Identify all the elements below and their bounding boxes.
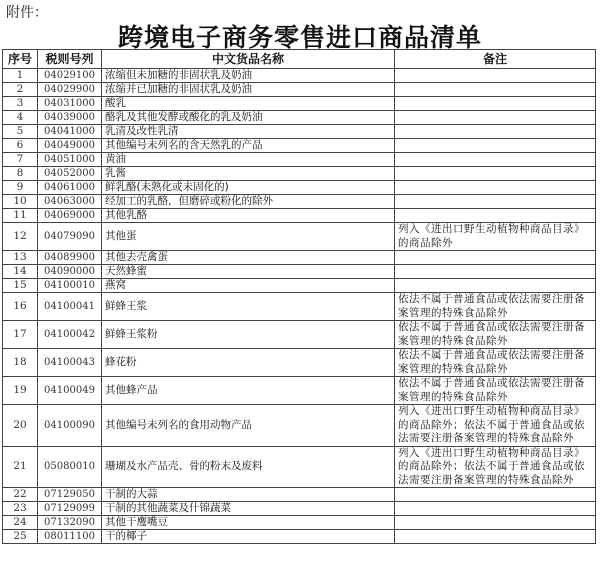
table-row: [3, 83, 596, 97]
row-goods-name: 其他编号未列名的食用动物产品: [102, 405, 395, 447]
table-row: [3, 516, 596, 530]
table-row: [3, 139, 596, 153]
row-remark: [395, 153, 596, 167]
row-remark: [395, 502, 596, 516]
row-index: 15: [3, 279, 38, 293]
row-index: 3: [3, 97, 38, 111]
table-row: [3, 265, 596, 279]
row-index: 5: [3, 125, 38, 139]
row-goods-name: 其他去壳禽蛋: [102, 251, 395, 265]
row-remark: [395, 279, 596, 293]
row-goods-name: 天然蜂蜜: [102, 265, 395, 279]
row-tariff-code: 04100049: [38, 377, 102, 405]
row-goods-name: 其他乳酪: [102, 209, 395, 223]
row-tariff-code: 04031000: [38, 97, 102, 111]
row-tariff-code: 04100090: [38, 405, 102, 447]
column-header-index: 序号: [3, 50, 38, 69]
row-index: 22: [3, 488, 38, 502]
row-index: 2: [3, 83, 38, 97]
row-goods-name: 鲜乳酪(未熟化或未固化的): [102, 181, 395, 195]
row-remark: [395, 209, 596, 223]
row-index: 19: [3, 377, 38, 405]
row-remark: [395, 265, 596, 279]
table-row: [3, 251, 596, 265]
row-remark: [395, 530, 596, 544]
row-remark: [395, 111, 596, 125]
table-row: [3, 488, 596, 502]
row-tariff-code: 04052000: [38, 167, 102, 181]
row-tariff-code: 04069000: [38, 209, 102, 223]
row-tariff-code: 04090000: [38, 265, 102, 279]
row-tariff-code: 04079090: [38, 223, 102, 251]
row-goods-name: 浓缩但未加糖的非固状乳及奶油: [102, 69, 395, 83]
row-goods-name: 经加工的乳酪，但磨碎或粉化的除外: [102, 195, 395, 209]
table-row: [3, 111, 596, 125]
row-goods-name: 其他蛋: [102, 223, 395, 251]
table-row: [3, 377, 596, 405]
row-remark: [395, 181, 596, 195]
column-header-tariff-code: 税则号列: [38, 50, 102, 69]
row-index: 4: [3, 111, 38, 125]
row-tariff-code: 04039000: [38, 111, 102, 125]
row-goods-name: 珊瑚及水产品壳、骨的粉末及废料: [102, 446, 395, 488]
table-row: [3, 97, 596, 111]
row-goods-name: 鲜蜂王浆粉: [102, 321, 395, 349]
row-index: 24: [3, 516, 38, 530]
row-tariff-code: 04029100: [38, 69, 102, 83]
row-index: 8: [3, 167, 38, 181]
row-goods-name: 乳酱: [102, 167, 395, 181]
row-goods-name: 其他蜂产品: [102, 377, 395, 405]
row-index: 12: [3, 223, 38, 251]
row-remark: [395, 139, 596, 153]
table-row: [3, 446, 596, 488]
row-index: 23: [3, 502, 38, 516]
row-remark: [395, 125, 596, 139]
table-row: [3, 293, 596, 321]
table-row: [3, 405, 596, 447]
table-header-row: [3, 50, 596, 69]
row-tariff-code: 04051000: [38, 153, 102, 167]
table-row: [3, 195, 596, 209]
row-index: 13: [3, 251, 38, 265]
row-remark: 依法不属于普通食品或依法需要注册备案管理的特殊食品除外: [395, 349, 596, 377]
row-goods-name: 黄油: [102, 153, 395, 167]
row-goods-name: 干的椰子: [102, 530, 395, 544]
row-remark: 依法不属于普通食品或依法需要注册备案管理的特殊食品除外: [395, 321, 596, 349]
row-index: 16: [3, 293, 38, 321]
row-index: 21: [3, 446, 38, 488]
column-header-remarks: 备注: [395, 50, 596, 69]
row-tariff-code: 04100043: [38, 349, 102, 377]
row-remark: [395, 83, 596, 97]
row-remark: 依法不属于普通食品或依法需要注册备案管理的特殊食品除外: [395, 293, 596, 321]
table-row: [3, 321, 596, 349]
row-tariff-code: 04029900: [38, 83, 102, 97]
table-row: [3, 502, 596, 516]
table-row: [3, 279, 596, 293]
row-tariff-code: 04041000: [38, 125, 102, 139]
row-remark: 列入《进出口野生动植物种商品目录》的商品除外；依法不属于普通食品或依法需要注册备案管理的特殊食品除外: [395, 446, 596, 488]
row-goods-name: 蜂花粉: [102, 349, 395, 377]
row-index: 7: [3, 153, 38, 167]
row-index: 10: [3, 195, 38, 209]
goods-list-table: [2, 49, 596, 544]
row-goods-name: 燕窝: [102, 279, 395, 293]
table-row: [3, 125, 596, 139]
row-index: 17: [3, 321, 38, 349]
table-row: [3, 209, 596, 223]
row-remark: [395, 488, 596, 502]
row-goods-name: 浓缩并已加糖的非固状乳及奶油: [102, 83, 395, 97]
attachment-label: 附件：: [6, 5, 48, 21]
row-remark: 依法不属于普通食品或依法需要注册备案管理的特殊食品除外: [395, 377, 596, 405]
row-goods-name: 干制的大蒜: [102, 488, 395, 502]
document-title: 跨境电子商务零售进口商品清单: [117, 23, 482, 52]
row-index: 1: [3, 69, 38, 83]
row-tariff-code: 07129050: [38, 488, 102, 502]
row-index: 25: [3, 530, 38, 544]
row-remark: [395, 69, 596, 83]
table-row: [3, 349, 596, 377]
row-index: 6: [3, 139, 38, 153]
row-goods-name: 其他编号未列名的含天然乳的产品: [102, 139, 395, 153]
row-index: 11: [3, 209, 38, 223]
table-row: [3, 167, 596, 181]
row-index: 18: [3, 349, 38, 377]
row-tariff-code: 08011100: [38, 530, 102, 544]
row-remark: [395, 167, 596, 181]
row-remark: 列入《进出口野生动植物种商品目录》的商品除外；依法不属于普通食品或依法需要注册备案管理的特殊食品除外: [395, 405, 596, 447]
row-goods-name: 酪乳及其他发酵或酸化的乳及奶油: [102, 111, 395, 125]
row-tariff-code: 04089900: [38, 251, 102, 265]
row-tariff-code: 04100041: [38, 293, 102, 321]
row-remark: [395, 195, 596, 209]
row-tariff-code: 04063000: [38, 195, 102, 209]
row-remark: 列入《进出口野生动植物种商品目录》的商品除外: [395, 223, 596, 251]
row-tariff-code: 04061000: [38, 181, 102, 195]
row-goods-name: 其他干鹰嘴豆: [102, 516, 395, 530]
row-remark: [395, 251, 596, 265]
table-row: [3, 153, 596, 167]
row-index: 20: [3, 405, 38, 447]
row-tariff-code: 04100010: [38, 279, 102, 293]
table-row: [3, 223, 596, 251]
row-tariff-code: 07129099: [38, 502, 102, 516]
row-tariff-code: 05080010: [38, 446, 102, 488]
row-tariff-code: 04100042: [38, 321, 102, 349]
row-remark: [395, 97, 596, 111]
table-row: [3, 181, 596, 195]
table-row: [3, 69, 596, 83]
table-row: [3, 530, 596, 544]
column-header-goods-name: 中文货品名称: [102, 50, 395, 69]
row-goods-name: 酸乳: [102, 97, 395, 111]
row-goods-name: 干制的其他蔬菜及什锦蔬菜: [102, 502, 395, 516]
row-tariff-code: 04049000: [38, 139, 102, 153]
row-goods-name: 鲜蜂王浆: [102, 293, 395, 321]
row-tariff-code: 07132090: [38, 516, 102, 530]
row-goods-name: 乳清及改性乳清: [102, 125, 395, 139]
row-index: 9: [3, 181, 38, 195]
row-index: 14: [3, 265, 38, 279]
row-remark: [395, 516, 596, 530]
